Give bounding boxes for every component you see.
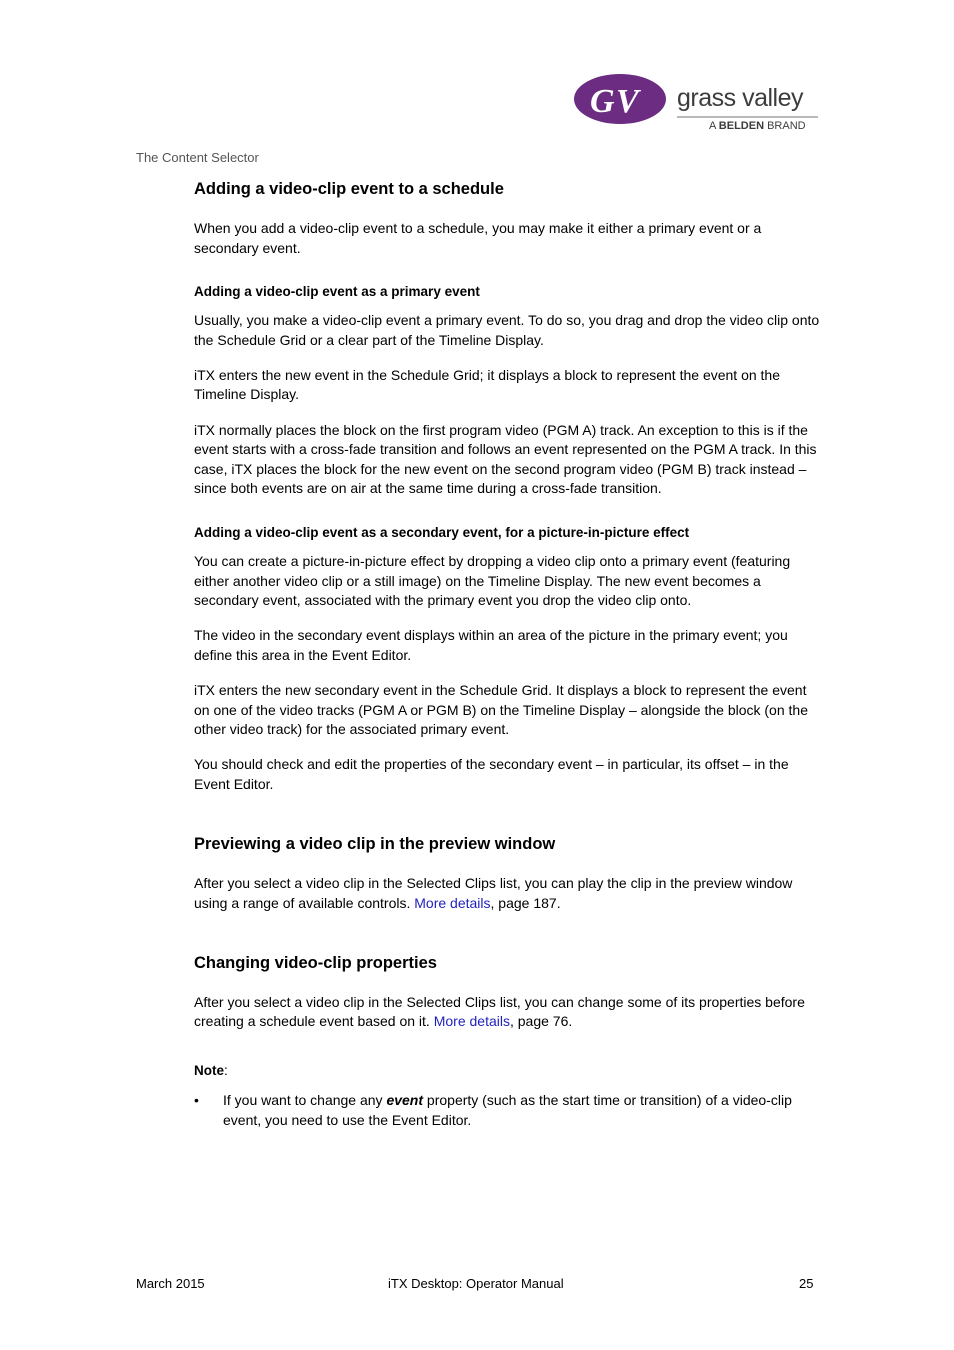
logo-tagline-suffix: BRAND [767, 120, 806, 132]
changing-paragraph [194, 993, 820, 1032]
section-heading-previewing: Previewing a video clip in the preview window [194, 835, 556, 854]
note-label-text: Note [194, 1062, 224, 1078]
note-label [194, 1061, 820, 1081]
subheading-secondary-event: Adding a video-clip event as a secondary event, for a picture-in-picture effect [194, 524, 690, 540]
intro-paragraph: When you add a video-clip event to a schedule, you may make it either a primary event or a secondary event. [194, 220, 762, 256]
section-heading-adding-event: Adding a video-clip event to a schedule [194, 180, 504, 198]
note-colon: : [224, 1062, 228, 1078]
bullet-emphasis: event [386, 1092, 424, 1109]
secondary-paragraph-4: You should check and edit the properties of the secondary event – in particular, its offset – in the Event Editor. [194, 756, 789, 792]
bullet-text-after: property (such as the start time or transition) of a video-clip event, you need to use the Event Editor. [223, 1092, 792, 1128]
bullet-icon: • [194, 1092, 199, 1109]
page-content [194, 178, 820, 1131]
more-details-link-properties[interactable]: More details [433, 1013, 510, 1030]
logo-tagline-prefix: A [709, 120, 716, 132]
secondary-paragraph-1: You can create a picture-in-picture effect by dropping a video clip onto a primary event (featuring either another video clip or a still image) on the Timeline Display. The new event becomes a secondary event, associated with the primary event you drop the video clip onto. [194, 552, 791, 609]
more-details-link-preview[interactable]: More details [414, 894, 491, 911]
footer-page-number: 25 [799, 1276, 814, 1291]
primary-paragraph-2: iTX enters the new event in the Schedule Grid; it displays a block to represent the event on the Timeline Display. [194, 366, 781, 403]
footer-title: iTX Desktop: Operator Manual [388, 1276, 564, 1291]
changing-text: After you select a video clip in the Selected Clips list, you can change some of its properties before creating a schedule event based on it. [194, 993, 805, 1030]
note-bullet-list [194, 1091, 820, 1130]
secondary-paragraph-2: The video in the secondary event displays within an area of the picture in the primary event; you define this area in the Event Editor. [194, 627, 788, 663]
secondary-paragraph-3: iTX enters the new secondary event in the Schedule Grid. It displays a block to represent the event on one of the video tracks (PGM A or PGM B) on the Timeline Display – alongside the block (on the other video track) for the associated primary event. [194, 681, 808, 738]
list-item [194, 1091, 820, 1130]
logo-wordmark: grass valley [677, 84, 803, 112]
primary-paragraph-1: Usually, you make a video-clip event a primary event. To do so, you drag and drop the video clip onto the Schedule Grid or a clear part of the Timeline Display. [194, 312, 820, 348]
previewing-text: After you select a video clip in the Selected Clips list, you can play the clip in the preview window using a range of available controls. [194, 875, 793, 911]
subheading-primary-event: Adding a video-clip event as a primary event [194, 284, 480, 300]
svg-text:V: V [616, 83, 639, 120]
bullet-text-before: If you want to change any [223, 1092, 387, 1109]
svg-text:G: G [590, 83, 615, 120]
section-heading-changing-properties: Changing video-clip properties [194, 953, 437, 972]
primary-paragraph-3: iTX normally places the block on the first program video (PGM A) track. An exception to this is if the event starts with a cross-fade transition and follows an event represented on the PGM A track. In this case, iTX places the block for the new event on the second program video (PGM B) track instead – since both events are on air at the same time during a cross-fade transition. [194, 421, 817, 497]
logo-tagline [709, 120, 806, 132]
previewing-paragraph [194, 874, 820, 913]
running-header: The Content Selector [136, 150, 259, 165]
previewing-page-ref: , page 187. [490, 894, 561, 911]
logo-tagline-bold: BELDEN [718, 120, 765, 132]
grass-valley-logo [574, 72, 824, 134]
footer-date: March 2015 [136, 1276, 205, 1291]
changing-page-ref: , page 76. [509, 1013, 573, 1030]
